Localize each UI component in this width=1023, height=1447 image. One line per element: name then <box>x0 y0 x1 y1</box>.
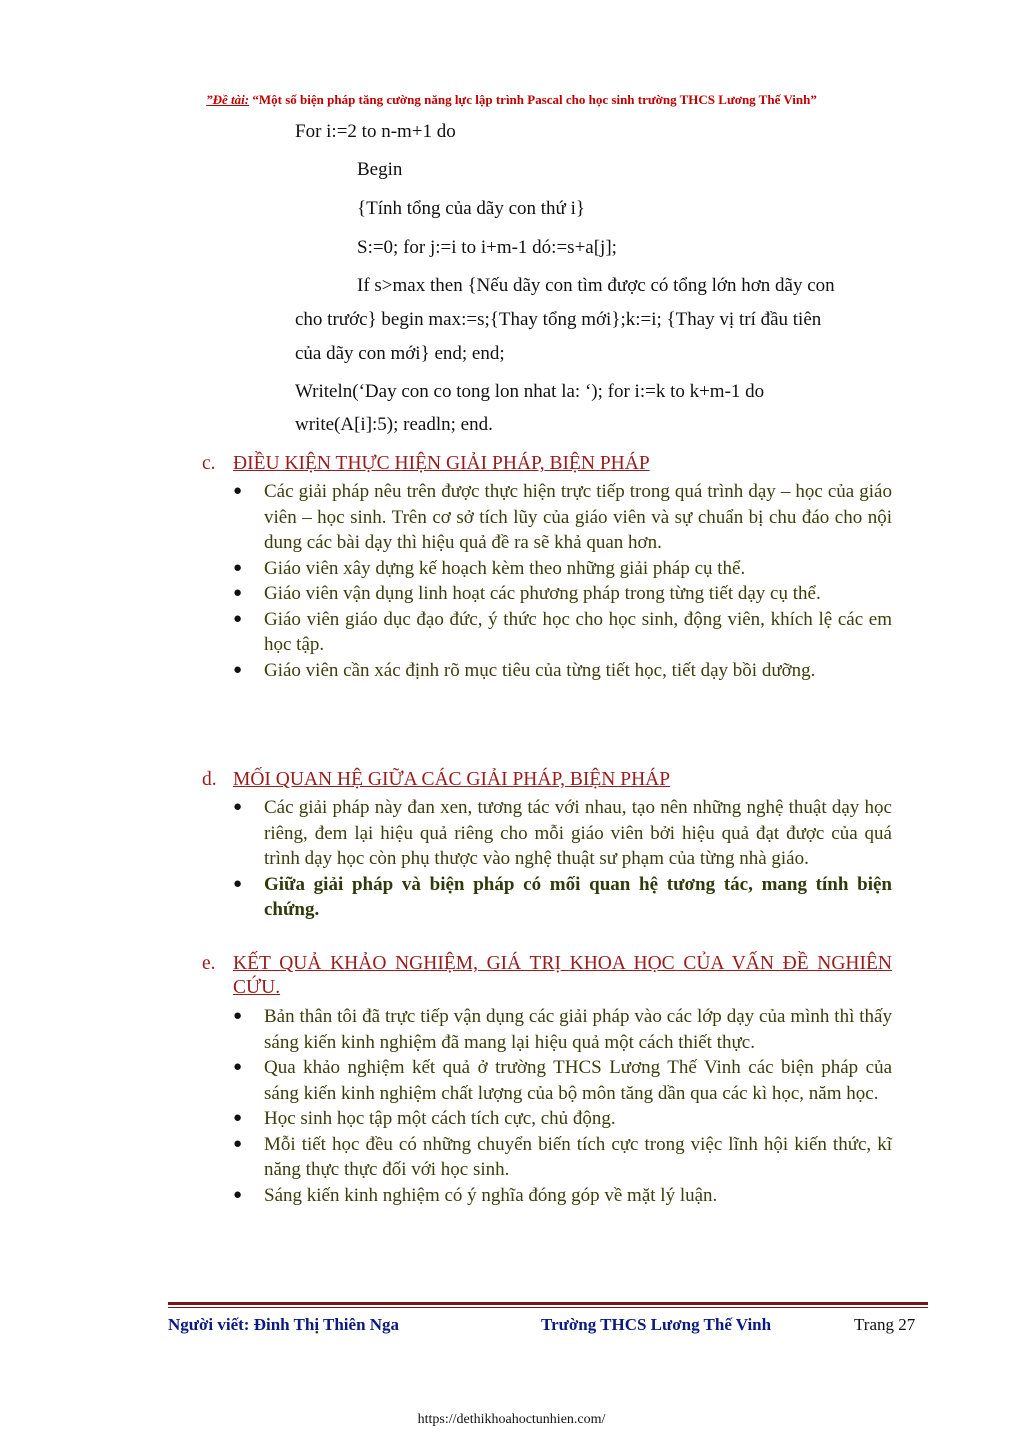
list-item: ● Học sinh học tập một cách tích cực, chủ động. <box>233 1106 892 1132</box>
bullet-icon: ● <box>233 585 243 601</box>
bullet-icon: ● <box>233 559 243 576</box>
code-line: For i:=2 to n-m+1 do <box>295 121 456 142</box>
list-item: ● Sáng kiến kinh nghiệm có ý nghĩa đóng góp về mặt lý luận. <box>233 1183 892 1209</box>
section-e-heading <box>202 952 892 1000</box>
bullet-icon: ● <box>233 875 243 892</box>
code-line: Writeln(‘Day con co tong lon nhat la: ‘); for i:=k to k+m-1 do <box>295 381 765 402</box>
bullet-icon: ● <box>233 483 243 499</box>
section-letter: d. <box>202 769 217 790</box>
list-item: ● Các giải pháp này đan xen, tương tác với nhau, tạo nên những nghệ thuật dạy học riêng, đem lại hiệu quả riêng cho mỗi giáo viên bởi hiệu quả đạt được của quá trình dạy học còn phụ thược vào nghệ thuật sư phạm của từng nhà giáo. <box>233 797 892 869</box>
section-letter: e. <box>202 953 216 974</box>
bullet-icon: ● <box>233 799 243 815</box>
bullet-icon: ● <box>233 661 243 678</box>
bullet-icon: ● <box>233 1186 243 1203</box>
bullet-icon: ● <box>233 610 243 627</box>
footer-rule-thin <box>168 1307 928 1308</box>
section-title: MỐI QUAN HỆ GIỮA CÁC GIẢI PHÁP, BIỆN PHÁP <box>233 769 671 790</box>
footer-page-number: Trang 27 <box>854 1315 916 1334</box>
list-item: ● Giáo viên vận dụng linh hoạt các phương pháp trong từng tiết dạy cụ thể. <box>233 581 892 607</box>
list-item: ● Qua khảo nghiệm kết quả ở trường THCS Lương Thế Vinh các biện pháp của sáng kiến kinh nghiệm chất lượng của bộ môn tăng dần qua các kì học, năm học. <box>233 1057 892 1104</box>
footer-author: Người viết: Đinh Thị Thiên Nga <box>168 1315 400 1334</box>
section-title: KẾT QUẢ KHẢO NGHIỆM, GIÁ TRỊ KHOA HỌC CỦA VẤN ĐỀ NGHIÊN CỨU. <box>233 953 892 998</box>
code-line: write(A[i]:5); readln; end. <box>295 414 493 435</box>
list-item: ● Mỗi tiết học đều có những chuyển biến tích cực trong việc lĩnh hội kiến thức, kĩ năng thực thực đối với học sinh. <box>233 1133 892 1180</box>
bullet-icon: ● <box>233 1059 243 1075</box>
list-item: ● Các giải pháp nêu trên được thực hiện trực tiếp trong quá trình dạy – học của giáo viên – học sinh. Trên cơ sở tích lũy của giáo viên và sự chuẩn bị chu đáo cho nội dung các bài dạy thì hiệu quả đề ra sẽ khả quan hơn. <box>233 481 892 553</box>
code-line: S:=0; for j:=i to i+m-1 dó:=s+a[j]; <box>357 237 617 258</box>
bullet-icon: ● <box>233 1135 243 1152</box>
section-d-list <box>233 795 892 923</box>
list-item: ● Giáo viên cần xác định rõ mục tiêu của từng tiết học, tiết dạy bồi dưỡng. <box>233 658 892 684</box>
section-c-list <box>233 479 892 683</box>
footer-school: Trường THCS Lương Thế Vinh <box>541 1315 772 1334</box>
section-e-list <box>233 1004 892 1208</box>
code-line: If s>max then {Nếu dãy con tìm được có tổng lớn hơn dãy con <box>357 275 835 296</box>
list-item: ● Giáo viên xây dựng kế hoạch kèm theo những giải pháp cụ thể. <box>233 556 892 582</box>
code-line: Begin <box>357 159 403 180</box>
footer-rule <box>168 1302 928 1305</box>
header-label: ”Đề tài: <box>206 92 250 107</box>
page-header <box>0 92 1023 108</box>
bullet-icon: ● <box>233 1110 243 1126</box>
code-line: {Tính tổng của dãy con thứ i} <box>357 198 585 219</box>
source-url: https://dethikhoahoctunhien.com/ <box>417 1412 606 1427</box>
list-item: ● Giáo viên giáo dục đạo đức, ý thức học cho học sinh, động viên, khích lệ các em học tập. <box>233 608 892 655</box>
list-item: ● Giữa giải pháp và biện pháp có mối quan hệ tương tác, mang tính biện chứng. <box>233 873 892 920</box>
list-item: ● Bản thân tôi đã trực tiếp vận dụng các giải pháp vào các lớp dạy của mình thì thấy sáng kiến kinh nghiệm đã mang lại hiệu quả một cách thiết thực. <box>233 1006 892 1053</box>
header-title: “Một số biện pháp tăng cường năng lực lập trình Pascal cho học sinh trường THCS Lương Thế Vinh” <box>252 92 817 107</box>
section-title: ĐIỀU KIỆN THỰC HIỆN GIẢI PHÁP, BIỆN PHÁP <box>233 453 650 474</box>
bullet-icon: ● <box>233 1008 243 1024</box>
section-d-heading <box>202 768 892 792</box>
code-line: của dãy con mới} end; end; <box>295 343 505 364</box>
section-letter: c. <box>202 453 216 474</box>
section-c-heading <box>202 452 892 476</box>
code-line: cho trước} begin max:=s;{Thay tổng mới};k:=i; {Thay vị trí đầu tiên <box>295 309 822 330</box>
